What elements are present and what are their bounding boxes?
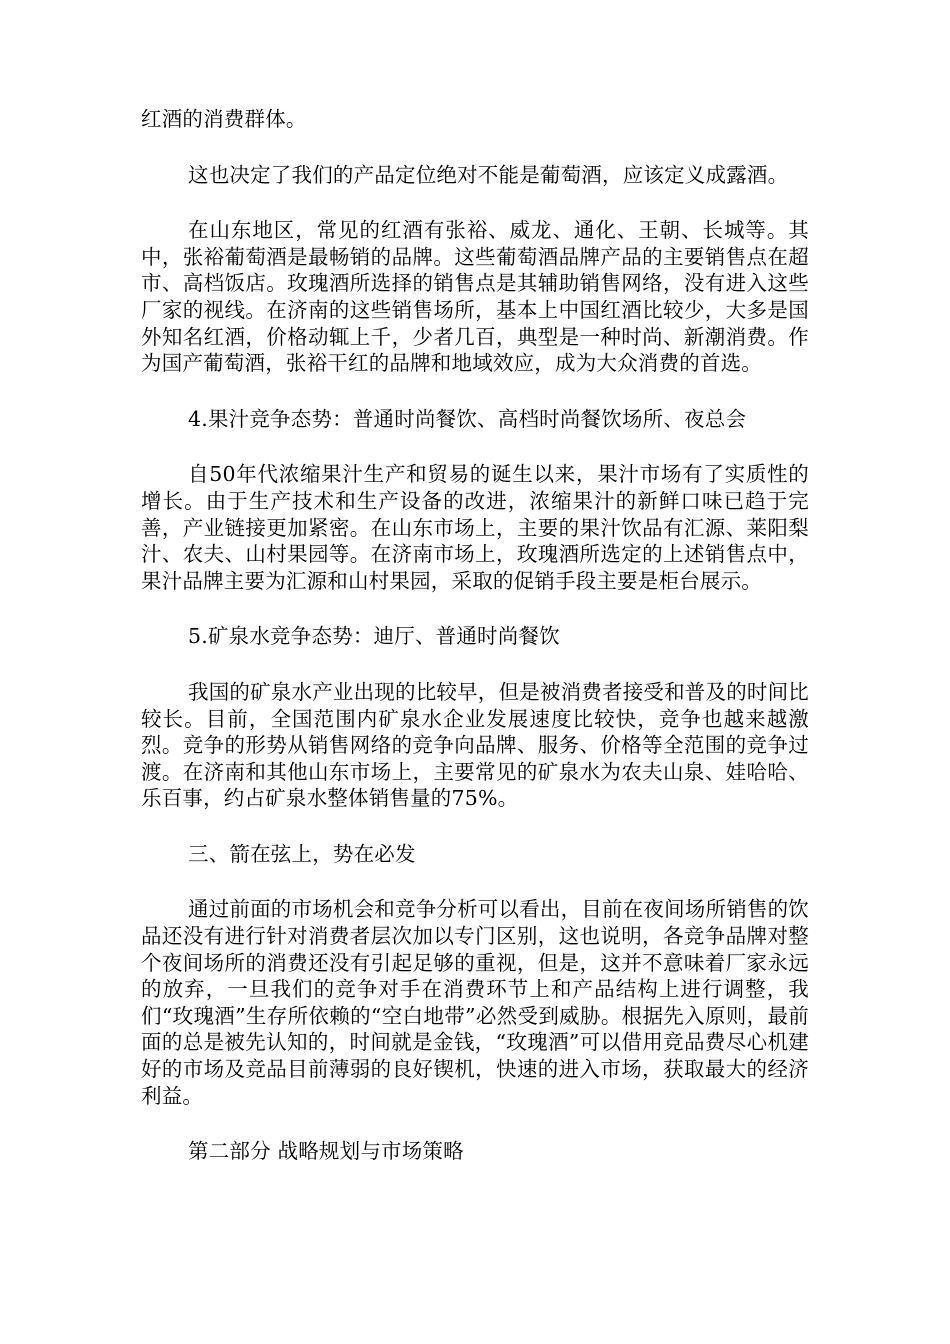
- part-heading: 第二部分 战略规划与市场策略: [188, 1139, 464, 1164]
- section-heading: 三、箭在弦上，势在必发: [188, 841, 416, 866]
- document-page: [141, 106, 809, 1194]
- section-heading: 5.矿泉水竞争态势：迪厅、普通时尚餐饮: [188, 624, 560, 649]
- paragraph: 红酒的消费群体。: [141, 107, 307, 131]
- section-heading: 4.果汁竞争态势：普通时尚餐饮、高档时尚餐饮场所、夜总会: [188, 406, 747, 431]
- paragraph: 在山东地区，常见的红酒有张裕、威龙、通化、王朝、长城等。其中，张裕葡萄酒是最畅销的品牌。这些葡萄酒品牌产品的主要销售点在超市、高档饭店。玫瑰酒所选择的销售点是其辅助销售网络，没有进入这些厂家的视线。在济南的这些销售场所，基本上中国红酒比较少，大多是国外知名红酒，价格动辄上千，少者几百，典型是一种时尚、新潮消费。作为国产葡萄酒，张裕干红的品牌和地域效应，成为大众消费的首选。: [141, 218, 809, 376]
- paragraph: 通过前面的市场机会和竞争分析可以看出，目前在夜间场所销售的饮品还没有进行针对消费者层次加以专门区别，这也说明，各竞争品牌对整个夜间场所的消费还没有引起足够的重视，但是，这并不意味着厂家永远的放弃，一旦我们的竞争对手在消费环节上和产品结构上进行调整，我们“玫瑰酒”生存所依赖的“空白地带”必然受到威胁。根据先入原则，最前面的总是被先认知的，时间就是金钱，“玫瑰酒”可以借用竞品费尽心机建好的市场及竞品目前薄弱的良好锲机，快速的进入市场，获取最大的经济利益。: [141, 897, 809, 1108]
- paragraph: 这也决定了我们的产品定位绝对不能是葡萄酒，应该定义成露酒。: [188, 162, 789, 187]
- paragraph: 自50年代浓缩果汁生产和贸易的诞生以来，果汁市场有了实质性的增长。由于生产技术和生产设备的改进，浓缩果汁的新鲜口味已趋于完善，产业链接更加紧密。在山东市场上，主要的果汁饮品有汇源、莱阳梨汁、农夫、山村果园等。在济南市场上，玫瑰酒所选定的上述销售点中，果汁品牌主要为汇源和山村果园，采取的促销手段主要是柜台展示。: [141, 462, 809, 593]
- paragraph: 我国的矿泉水产业出现的比较早，但是被消费者接受和普及的时间比较长。目前，全国范围内矿泉水企业发展速度比较快，竞争也越来越激烈。竞争的形势从销售网络的竞争向品牌、服务、价格等全范围的竞争过渡。在济南和其他山东市场上，主要常见的矿泉水为农夫山泉、娃哈哈、乐百事，约占矿泉水整体销售量的75%。: [141, 679, 809, 811]
